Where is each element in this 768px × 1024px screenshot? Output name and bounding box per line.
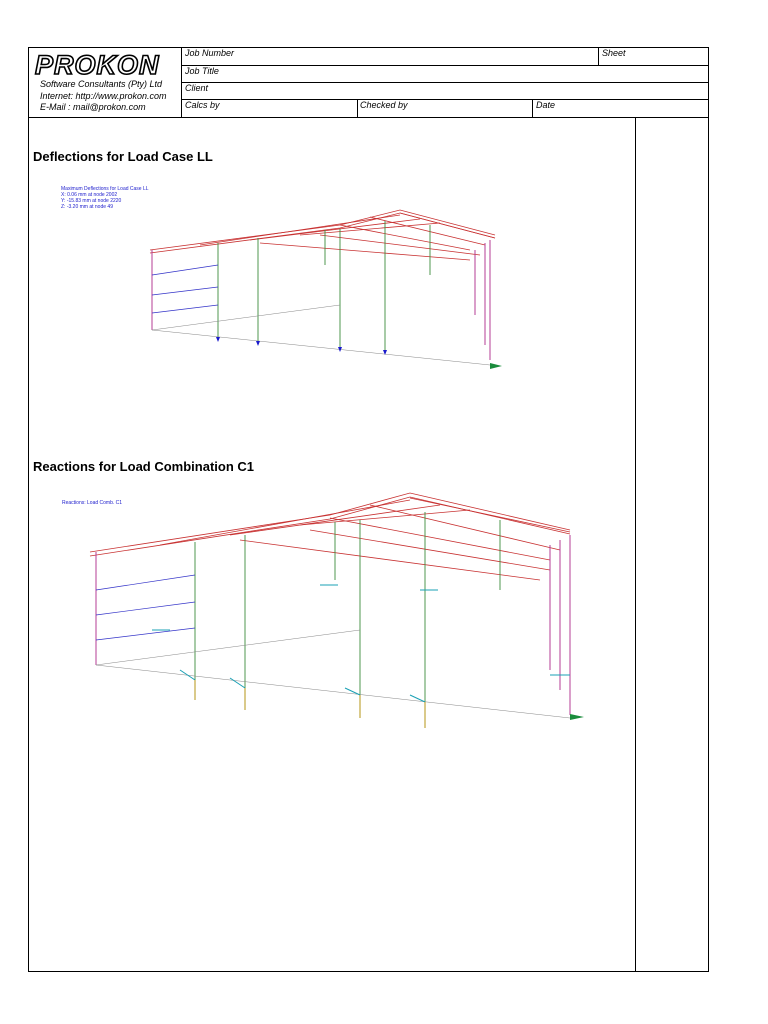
company-name: Software Consultants (Pty) Ltd <box>40 79 163 89</box>
email-address: E-Mail : mail@prokon.com <box>40 102 146 112</box>
calcs-by-label: Calcs by <box>185 100 220 110</box>
deflections-title: Deflections for Load Case LL <box>33 149 213 164</box>
gable-edges <box>96 535 570 715</box>
deflections-legend <box>61 186 149 210</box>
axis-arrow <box>570 714 584 720</box>
axis-arrow <box>490 363 502 369</box>
sheet-label: Sheet <box>602 48 626 58</box>
date-label: Date <box>536 100 556 110</box>
row-divider-1 <box>181 65 709 66</box>
reaction-arrows-horizontal <box>152 585 570 702</box>
internet-address: Internet: http://www.prokon.com <box>40 91 167 101</box>
date-divider <box>532 99 533 117</box>
checked-by-label: Checked by <box>360 100 408 110</box>
row-divider-3 <box>181 99 709 100</box>
reactions-diagram <box>80 490 605 745</box>
side-bracing <box>152 265 218 313</box>
sheet-divider <box>598 47 599 65</box>
job-title-label: Job Title <box>185 66 219 76</box>
reactions-legend: Reactions: Load Comb. C1 <box>62 500 123 506</box>
reactions-title: Reactions for Load Combination C1 <box>33 459 255 474</box>
legend-z: Z: -3.20 mm at node 49 <box>61 204 113 210</box>
legend-y: Y: -15.83 mm at node 2220 <box>61 198 122 204</box>
deflections-diagram <box>140 205 510 375</box>
prokon-logo <box>33 49 181 79</box>
ground-lines <box>96 630 570 718</box>
roof-frame <box>90 493 570 580</box>
job-number-label: Job Number <box>185 48 235 58</box>
client-label: Client <box>185 83 209 93</box>
columns <box>218 221 430 350</box>
header-bottom-line <box>28 117 709 118</box>
reaction-arrows-vertical <box>195 680 425 728</box>
legend-x: X: 0.06 mm at node 2002 <box>61 192 118 198</box>
ground-lines <box>152 305 490 365</box>
supports <box>216 337 387 355</box>
side-bracing <box>96 575 195 640</box>
gable-edges <box>152 240 490 360</box>
margin-column-line <box>635 117 636 972</box>
checked-divider <box>357 99 358 117</box>
row-divider-2 <box>181 82 709 83</box>
roof-frame <box>150 210 495 260</box>
logo-wordmark: PROKON <box>35 50 160 79</box>
legend-title: Maximum Deflections for Load Case LL <box>61 186 149 192</box>
